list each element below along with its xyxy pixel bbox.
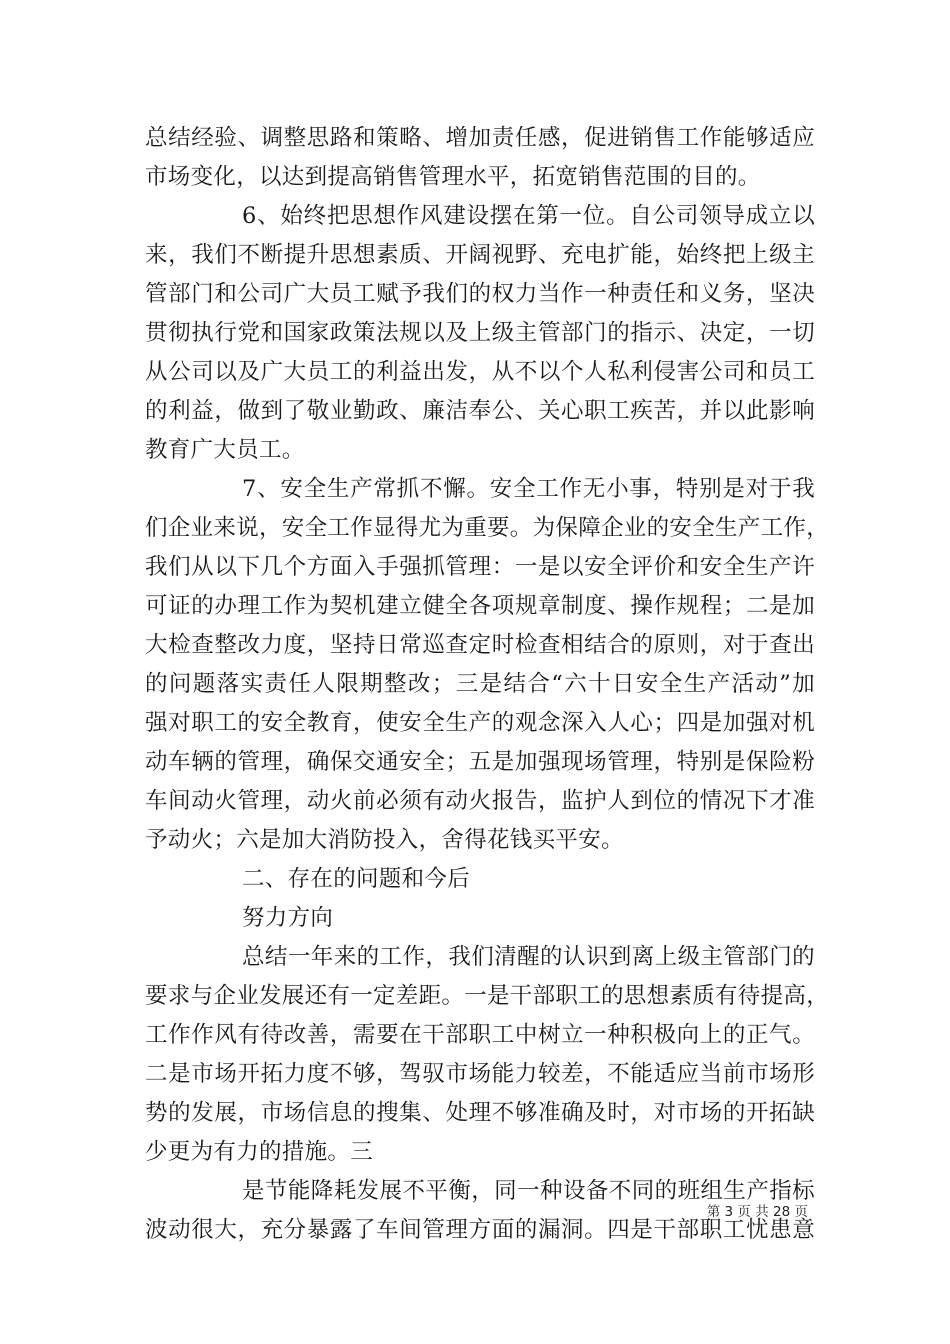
text-line: 势的发展，市场信息的搜集、处理不够准确及时，对市场的开拓缺 — [145, 1100, 815, 1126]
paragraph-heading-6: 6、始终把思想作风建设摆在第一位。自公司领导成立以 — [242, 203, 815, 229]
text-line: 要求与企业发展还有一定差距。一是干部职工的思想素质有待提高， — [145, 983, 830, 1009]
section-heading: 二、存在的问题和今后 — [242, 866, 471, 892]
text-line: 教育广大员工。 — [145, 437, 305, 463]
text-line: 可证的办理工作为契机建立健全各项规章制度、操作规程；二是加 — [145, 593, 815, 619]
section-heading-continued: 努力方向 — [242, 905, 334, 931]
document-page — [145, 119, 830, 1250]
text-line: 总结经验、调整思路和策略、增加责任感，促进销售工作能够适应 — [145, 125, 815, 151]
text-line: 总结一年来的工作，我们清醒的认识到离上级主管部门的 — [242, 944, 815, 970]
text-line: 少更为有力的措施。三 — [145, 1139, 374, 1165]
paragraph-heading-7: 7、安全生产常抓不懈。安全工作无小事，特别是对于我 — [242, 476, 815, 502]
text-line: 们企业来说，安全工作显得尤为重要。为保障企业的安全生产工作， — [145, 515, 830, 541]
text-line: 大检查整改力度，坚持日常巡查定时检查相结合的原则，对于查出 — [145, 632, 815, 658]
text-line: 的问题落实责任人限期整改；三是结合“六十日安全生产活动”加 — [145, 671, 815, 697]
text-line: 车间动火管理，动火前必须有动火报告，监护人到位的情况下才准 — [145, 788, 815, 814]
body-text — [145, 119, 830, 1250]
text-line: 是节能降耗发展不平衡，同一种设备不同的班组生产指标 — [242, 1178, 815, 1204]
text-line: 从公司以及广大员工的利益出发，从不以个人私利侵害公司和员工 — [145, 359, 815, 385]
text-line: 贯彻执行党和国家政策法规以及上级主管部门的指示、决定，一切 — [145, 320, 815, 346]
text-line: 的利益，做到了敬业勤政、廉洁奉公、关心职工疾苦，并以此影响 — [145, 398, 815, 424]
text-line: 波动很大，充分暴露了车间管理方面的漏洞。四是干部职工忧患意 — [145, 1217, 815, 1243]
text-line: 我们从以下几个方面入手强抓管理：一是以安全评价和安全生产许 — [145, 554, 815, 580]
text-line: 市场变化，以达到提高销售管理水平，拓宽销售范围的目的。 — [145, 164, 761, 190]
text-line: 工作作风有待改善，需要在干部职工中树立一种积极向上的正气。 — [145, 1022, 815, 1048]
text-line: 二是市场开拓力度不够，驾驭市场能力较差，不能适应当前市场形 — [145, 1061, 815, 1087]
text-line: 强对职工的安全教育，使安全生产的观念深入人心；四是加强对机 — [145, 710, 815, 736]
text-line: 动车辆的管理，确保交通安全；五是加强现场管理，特别是保险粉 — [145, 749, 815, 775]
page-number-footer: 第 3 页 共 28 页 — [706, 1204, 808, 1220]
text-line: 予动火；六是加大消防投入，舍得花钱买平安。 — [145, 827, 624, 853]
text-line: 管部门和公司广大员工赋予我们的权力当作一种责任和义务，坚决 — [145, 281, 815, 307]
text-line: 来，我们不断提升思想素质、开阔视野、充电扩能，始终把上级主 — [145, 242, 815, 268]
